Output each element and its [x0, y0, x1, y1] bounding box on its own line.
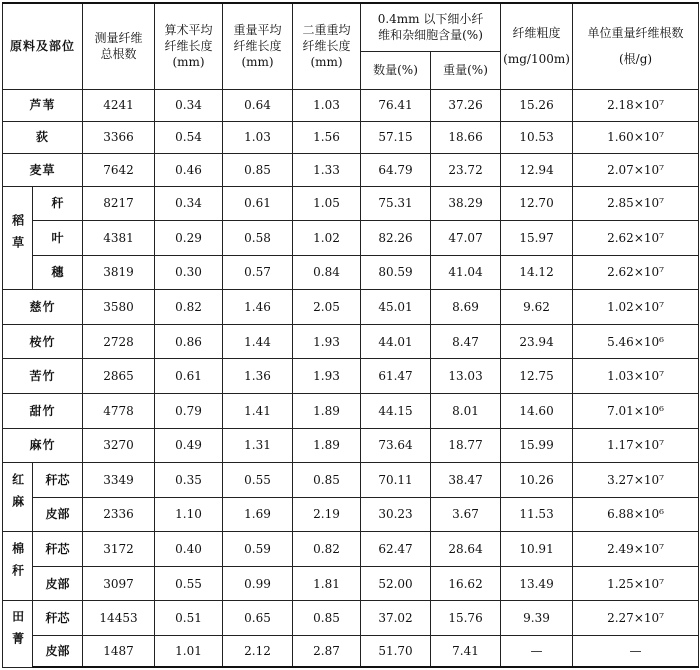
table-row [3, 121, 699, 153]
fine-weight-cell: 38.47 [431, 463, 501, 498]
coarseness-cell: 12.75 [501, 359, 573, 394]
coarseness-cell: 10.53 [501, 121, 573, 153]
weight-length-cell: 1.46 [223, 290, 293, 325]
arith-length-cell: 0.61 [155, 359, 223, 394]
arith-length-cell: 0.79 [155, 394, 223, 429]
fibers-per-gram-cell: 2.62×10⁷ [573, 221, 699, 256]
coarseness-cell: 12.70 [501, 186, 573, 221]
fibers-per-gram-cell: 3.27×10⁷ [573, 463, 699, 498]
arith-length-cell: 0.30 [155, 255, 223, 290]
coarseness-cell: 14.60 [501, 394, 573, 429]
weight-length-cell: 1.41 [223, 394, 293, 429]
arith-length-cell: 0.34 [155, 89, 223, 121]
fibers-per-gram-cell: 2.62×10⁷ [573, 255, 699, 290]
group-name: 稻草 [10, 213, 25, 258]
total-count-cell: 14453 [83, 601, 155, 636]
arith-length-cell: 0.86 [155, 324, 223, 359]
table-row [3, 255, 699, 290]
material-name-cell: 慈竹 [3, 290, 83, 325]
fibers-per-gram-cell: 1.25×10⁷ [573, 566, 699, 601]
total-count-cell: 8217 [83, 186, 155, 221]
weight-length-cell: 1.03 [223, 121, 293, 153]
fibers-per-gram-cell: 2.49×10⁷ [573, 532, 699, 567]
weight-length-cell: 0.61 [223, 186, 293, 221]
fibers-per-gram-cell: 2.07×10⁷ [573, 154, 699, 186]
fine-weight-cell: 18.66 [431, 121, 501, 153]
double-length-cell: 0.85 [293, 463, 361, 498]
coarseness-cell: 13.49 [501, 566, 573, 601]
double-length-cell: 0.85 [293, 601, 361, 636]
part-name-cell: 皮部 [33, 566, 83, 601]
fine-weight-cell: 23.72 [431, 154, 501, 186]
total-count-cell: 3366 [83, 121, 155, 153]
weight-length-cell: 0.85 [223, 154, 293, 186]
weight-length-cell: 1.69 [223, 497, 293, 532]
fine-count-cell: 37.02 [361, 601, 431, 636]
fine-count-cell: 44.01 [361, 324, 431, 359]
fibers-per-gram-cell: 1.02×10⁷ [573, 290, 699, 325]
fine-weight-cell: 13.03 [431, 359, 501, 394]
fine-count-cell: 80.59 [361, 255, 431, 290]
arith-length-cell: 0.34 [155, 186, 223, 221]
fibers-per-gram-cell: 1.03×10⁷ [573, 359, 699, 394]
arith-length-cell: 0.55 [155, 566, 223, 601]
fine-count-cell: 57.15 [361, 121, 431, 153]
weight-length-cell: 0.99 [223, 566, 293, 601]
header-coarseness: 纤维粗度 (mg/100m) [501, 3, 573, 89]
table-row [3, 566, 699, 601]
fine-weight-cell: 28.64 [431, 532, 501, 567]
fine-weight-cell: 8.69 [431, 290, 501, 325]
weight-length-cell: 2.12 [223, 636, 293, 667]
total-count-cell: 2865 [83, 359, 155, 394]
part-name-cell: 秆芯 [33, 532, 83, 567]
weight-length-cell: 0.55 [223, 463, 293, 498]
weight-length-cell: 1.44 [223, 324, 293, 359]
table-row [3, 636, 699, 667]
coarseness-cell: 15.97 [501, 221, 573, 256]
material-name-cell: 甜竹 [3, 394, 83, 429]
coarseness-cell: 14.12 [501, 255, 573, 290]
total-count-cell: 4381 [83, 221, 155, 256]
total-count-cell: 4241 [83, 89, 155, 121]
fine-count-cell: 70.11 [361, 463, 431, 498]
arith-length-cell: 0.46 [155, 154, 223, 186]
fine-weight-cell: 8.01 [431, 394, 501, 429]
group-name: 棉秆 [10, 542, 25, 587]
arith-length-cell: 0.35 [155, 463, 223, 498]
fine-count-cell: 30.23 [361, 497, 431, 532]
table-row [3, 394, 699, 429]
double-length-cell: 2.87 [293, 636, 361, 667]
table-row [3, 186, 699, 221]
fibers-per-gram-cell: 2.18×10⁷ [573, 89, 699, 121]
total-count-cell: 3819 [83, 255, 155, 290]
fine-count-cell: 82.26 [361, 221, 431, 256]
fine-weight-cell: 8.47 [431, 324, 501, 359]
fibers-per-gram-cell: 2.27×10⁷ [573, 601, 699, 636]
fine-count-cell: 73.64 [361, 428, 431, 463]
arith-length-cell: 0.29 [155, 221, 223, 256]
weight-length-cell: 1.36 [223, 359, 293, 394]
fine-count-cell: 61.47 [361, 359, 431, 394]
part-name-cell: 秆芯 [33, 601, 83, 636]
coarseness-cell: 15.99 [501, 428, 573, 463]
double-length-cell: 1.89 [293, 394, 361, 429]
arith-length-cell: 1.01 [155, 636, 223, 667]
group-name-cell [3, 186, 33, 290]
double-length-cell: 1.93 [293, 359, 361, 394]
fine-weight-cell: 37.26 [431, 89, 501, 121]
weight-length-cell: 0.64 [223, 89, 293, 121]
table-row [3, 497, 699, 532]
fine-count-cell: 62.47 [361, 532, 431, 567]
fine-weight-cell: 41.04 [431, 255, 501, 290]
coarseness-cell: 10.91 [501, 532, 573, 567]
fine-count-cell: 75.31 [361, 186, 431, 221]
total-count-cell: 7642 [83, 154, 155, 186]
double-length-cell: 1.56 [293, 121, 361, 153]
total-count-cell: 3097 [83, 566, 155, 601]
arith-length-cell: 1.10 [155, 497, 223, 532]
total-count-cell: 4778 [83, 394, 155, 429]
fibers-per-gram-cell: 1.60×10⁷ [573, 121, 699, 153]
table-row [3, 290, 699, 325]
fine-count-cell: 64.79 [361, 154, 431, 186]
fine-weight-cell: 16.62 [431, 566, 501, 601]
header-fine-content: 0.4mm 以下细小纤 维和杂细胞含量(%) [361, 3, 501, 51]
part-name-cell: 秆芯 [33, 463, 83, 498]
header-total-count: 测量纤维 总根数 [83, 3, 155, 89]
double-length-cell: 1.33 [293, 154, 361, 186]
double-length-cell: 1.81 [293, 566, 361, 601]
coarseness-cell: 9.62 [501, 290, 573, 325]
material-name-cell: 荻 [3, 121, 83, 153]
header-double-weight-length: 二重重均 纤维长度 (mm) [293, 3, 361, 89]
arith-length-cell: 0.49 [155, 428, 223, 463]
part-name-cell: 叶 [33, 221, 83, 256]
total-count-cell: 2728 [83, 324, 155, 359]
group-name: 红麻 [10, 473, 25, 518]
coarseness-cell: 10.26 [501, 463, 573, 498]
material-name-cell: 桉竹 [3, 324, 83, 359]
table-row [3, 324, 699, 359]
double-length-cell: 1.05 [293, 186, 361, 221]
header-fibers-per-weight: 单位重量纤维根数 (根/g) [573, 3, 699, 89]
fine-count-cell: 45.01 [361, 290, 431, 325]
coarseness-cell: 15.26 [501, 89, 573, 121]
part-name-cell: 秆 [33, 186, 83, 221]
fibers-per-gram-cell: — [573, 636, 699, 667]
group-name-cell [3, 532, 33, 601]
fine-weight-cell: 38.29 [431, 186, 501, 221]
arith-length-cell: 0.51 [155, 601, 223, 636]
table-body [3, 89, 699, 667]
double-length-cell: 2.19 [293, 497, 361, 532]
coarseness-cell: 9.39 [501, 601, 573, 636]
fiber-properties-table [2, 2, 699, 668]
total-count-cell: 2336 [83, 497, 155, 532]
part-name-cell: 穗 [33, 255, 83, 290]
fine-weight-cell: 7.41 [431, 636, 501, 667]
double-length-cell: 2.05 [293, 290, 361, 325]
material-name-cell: 苦竹 [3, 359, 83, 394]
total-count-cell: 3580 [83, 290, 155, 325]
fine-count-cell: 44.15 [361, 394, 431, 429]
part-name-cell: 皮部 [33, 636, 83, 667]
total-count-cell: 1487 [83, 636, 155, 667]
arith-length-cell: 0.82 [155, 290, 223, 325]
header-arith-length: 算术平均 纤维长度 (mm) [155, 3, 223, 89]
table-row [3, 359, 699, 394]
fine-weight-cell: 3.67 [431, 497, 501, 532]
table-row [3, 221, 699, 256]
header-weight-length: 重量平均 纤维长度 (mm) [223, 3, 293, 89]
double-length-cell: 0.82 [293, 532, 361, 567]
fibers-per-gram-cell: 5.46×10⁶ [573, 324, 699, 359]
weight-length-cell: 1.31 [223, 428, 293, 463]
weight-length-cell: 0.58 [223, 221, 293, 256]
fibers-per-gram-cell: 7.01×10⁶ [573, 394, 699, 429]
table-row [3, 532, 699, 567]
coarseness-cell: 11.53 [501, 497, 573, 532]
table-row [3, 154, 699, 186]
material-name-cell: 芦苇 [3, 89, 83, 121]
table-row [3, 601, 699, 636]
header-material: 原料及部位 [3, 3, 83, 89]
fine-weight-cell: 18.77 [431, 428, 501, 463]
fine-count-cell: 51.70 [361, 636, 431, 667]
weight-length-cell: 0.57 [223, 255, 293, 290]
double-length-cell: 0.84 [293, 255, 361, 290]
group-name-cell [3, 601, 33, 667]
coarseness-cell: 12.94 [501, 154, 573, 186]
total-count-cell: 3270 [83, 428, 155, 463]
fine-count-cell: 76.41 [361, 89, 431, 121]
weight-length-cell: 0.65 [223, 601, 293, 636]
arith-length-cell: 0.40 [155, 532, 223, 567]
weight-length-cell: 0.59 [223, 532, 293, 567]
fine-count-cell: 52.00 [361, 566, 431, 601]
material-name-cell: 麻竹 [3, 428, 83, 463]
fibers-per-gram-cell: 2.85×10⁷ [573, 186, 699, 221]
part-name-cell: 皮部 [33, 497, 83, 532]
table-row [3, 428, 699, 463]
total-count-cell: 3349 [83, 463, 155, 498]
fine-weight-cell: 15.76 [431, 601, 501, 636]
table-row [3, 89, 699, 121]
coarseness-cell: — [501, 636, 573, 667]
double-length-cell: 1.89 [293, 428, 361, 463]
coarseness-cell: 23.94 [501, 324, 573, 359]
double-length-cell: 1.03 [293, 89, 361, 121]
total-count-cell: 3172 [83, 532, 155, 567]
header-fine-weight: 重量(%) [431, 51, 501, 89]
fibers-per-gram-cell: 6.88×10⁶ [573, 497, 699, 532]
fine-weight-cell: 47.07 [431, 221, 501, 256]
arith-length-cell: 0.54 [155, 121, 223, 153]
group-name: 田菁 [10, 609, 25, 654]
fibers-per-gram-cell: 1.17×10⁷ [573, 428, 699, 463]
header-fine-count: 数量(%) [361, 51, 431, 89]
double-length-cell: 1.02 [293, 221, 361, 256]
double-length-cell: 1.93 [293, 324, 361, 359]
material-name-cell: 麦草 [3, 154, 83, 186]
table-row [3, 463, 699, 498]
group-name-cell [3, 463, 33, 532]
